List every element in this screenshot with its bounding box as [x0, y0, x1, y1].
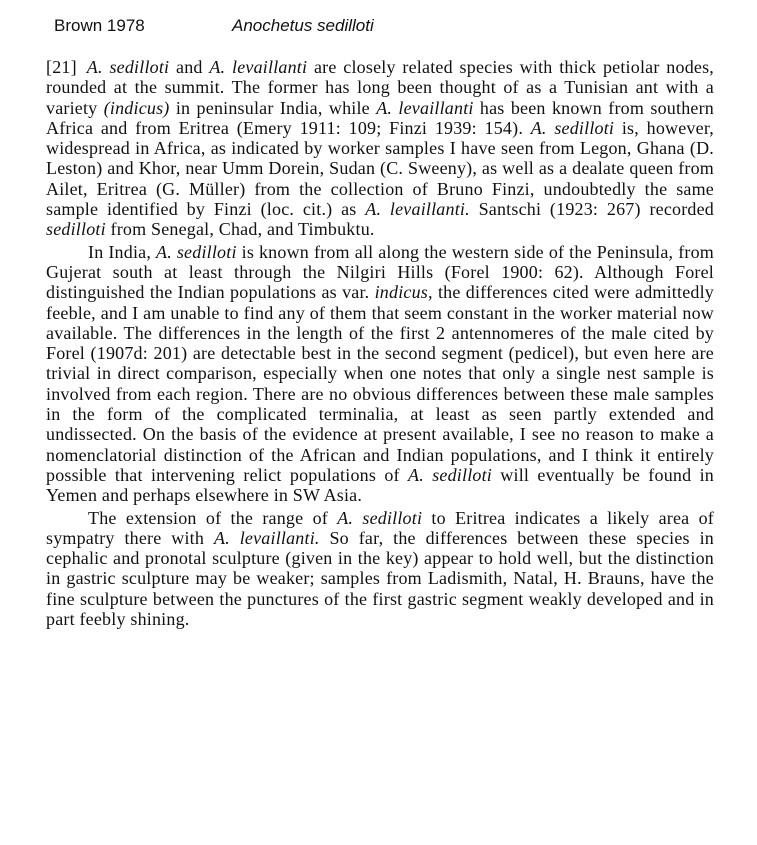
text-segment: are closely related species with thick petiolar nodes, rounded at the summit. The former has long been thought of as a Tunisian ant with a variety [46, 57, 714, 118]
text-segment: and [169, 57, 210, 77]
text-segment: Santschi (1923: 267) recorded [469, 199, 714, 220]
text-segment: A. sedilloti [530, 117, 615, 138]
text-segment: in peninsular India, while [169, 97, 377, 118]
text-segment: A. sedilloti [337, 507, 423, 528]
text-segment: A. levaillanti [376, 97, 474, 118]
text-segment: The extension of the range of [88, 507, 338, 528]
running-header [48, 13, 728, 39]
text-segment: So far, the differences between these species in cephalic and pronotal sculpture (given in the key) appear to hold well, but the distinction in gastric sculpture may be weaker; samples from Ladismith, Natal, H. Brauns, have the fine sculpture between the punctures of the first gastric segment weakly developed and in part feebly shining. [46, 527, 714, 630]
text-segment: the differences cited were admittedly feeble, and I am unable to find any of them that seem constant in the worker material now available. The differences in the length of the first 2 antennomeres of the male cited by Forel (1907d: 201) are detectable best in the second segment (pedicel), but even here are trivial in direct comparison, especially when one notes that only a single nest sample is involved from each region. There are no obvious differences between these male samples in the form of the complicated terminalia, at least as seen partly extended and undissected. On the basis of the evidence at present available, I see no reason to make a nomenclatorial distinction of the African and Indian populations, and I think it entirely possible that intervening relict populations of [46, 282, 714, 485]
header-taxon-name: Anochetus sedilloti [232, 16, 374, 35]
text-segment: is, however, widespread in Africa, as indicated by worker samples I have seen from Legon, Ghana (D. Leston) and Khor, near Umm Dorein, Sudan (C. Sweeny), as well as a dealate queen from Ailet, Eritrea (G. Müller) from the collection of Bruno Finzi, undoubtedly the same sample identified by Finzi (loc. cit.) as [46, 117, 714, 220]
text-segment: (indicus) [103, 97, 170, 118]
header-author-year: Brown 1978 [54, 16, 145, 35]
text-segment: A. levaillanti. [213, 527, 320, 548]
paragraph-3 [46, 508, 714, 630]
text-segment: has been known from southern Africa and from Eritrea (Emery 1911: 109; Finzi 1939: 154). [46, 97, 714, 138]
paragraph-1 [46, 57, 714, 240]
text-segment: is known from all along the western side of the Peninsula, from Gujerat south at least through the Nilgiri Hills (Forel 1900: 62). Although Forel distinguished the Indian populations as var. [46, 241, 714, 303]
text-segment: sedilloti [46, 219, 106, 240]
text-segment: will eventually be found in Yemen and perhaps elsewhere in SW Asia. [46, 464, 714, 506]
text-segment: A. sedilloti [156, 241, 237, 262]
text-segment: from Senegal, Chad, and Timbuktu. [105, 219, 375, 240]
paragraph-2 [46, 242, 714, 506]
text-segment: A. levaillanti [209, 57, 308, 77]
text-segment: A. sedilloti [408, 464, 493, 485]
text-segment: A. sedilloti [86, 57, 170, 77]
text-segment: indicus, [374, 282, 433, 303]
text-segment: A. levaillanti. [365, 199, 470, 220]
paragraph-reference-number: [21] [46, 57, 77, 77]
text-segment: to Eritrea indicates a likely area of sympatry there with [46, 507, 714, 548]
main-text [46, 57, 714, 631]
text-segment: In India, [88, 241, 156, 262]
